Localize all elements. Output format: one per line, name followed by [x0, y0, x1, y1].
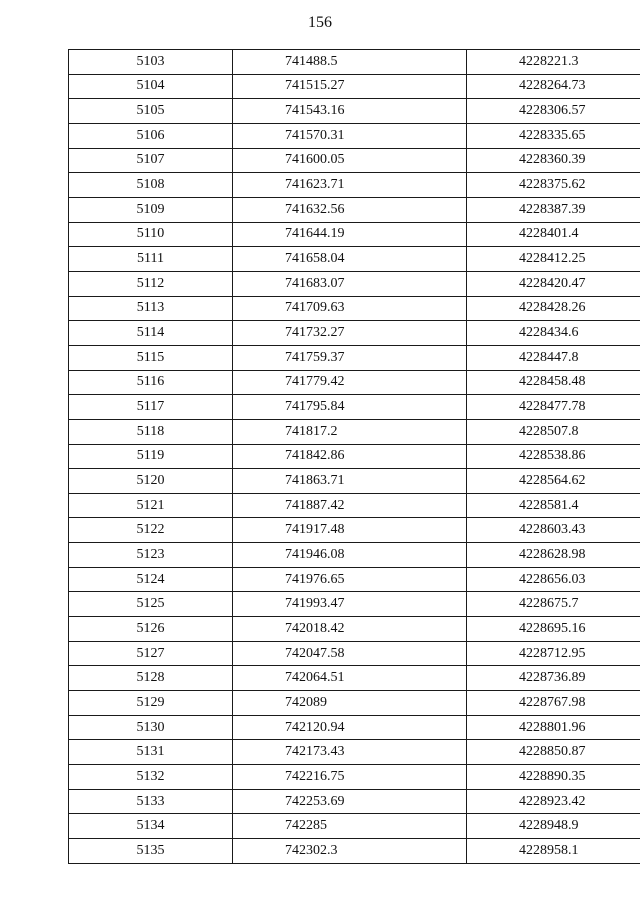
- y-coordinate-cell: 4228412.25: [467, 247, 640, 272]
- x-coordinate-cell: 742089: [233, 691, 467, 716]
- x-coordinate-cell: 741632.56: [233, 197, 467, 222]
- table-row: [69, 222, 640, 247]
- x-coordinate-cell: 741993.47: [233, 592, 467, 617]
- point-id-cell: 5103: [69, 50, 233, 75]
- table-row: [69, 99, 640, 124]
- y-coordinate-cell: 4228564.62: [467, 469, 640, 494]
- x-coordinate-cell: 741863.71: [233, 469, 467, 494]
- point-id-cell: 5135: [69, 839, 233, 864]
- point-id-cell: 5124: [69, 567, 233, 592]
- y-coordinate-cell: 4228360.39: [467, 148, 640, 173]
- x-coordinate-cell: 742047.58: [233, 641, 467, 666]
- y-coordinate-cell: 4228890.35: [467, 765, 640, 790]
- table-row: [69, 148, 640, 173]
- point-id-cell: 5129: [69, 691, 233, 716]
- table-row: [69, 666, 640, 691]
- y-coordinate-cell: 4228538.86: [467, 444, 640, 469]
- table-row: [69, 271, 640, 296]
- point-id-cell: 5108: [69, 173, 233, 198]
- y-coordinate-cell: 4228850.87: [467, 740, 640, 765]
- x-coordinate-cell: 741515.27: [233, 74, 467, 99]
- table-row: [69, 370, 640, 395]
- table-row: [69, 50, 640, 75]
- x-coordinate-cell: 742064.51: [233, 666, 467, 691]
- point-id-cell: 5109: [69, 197, 233, 222]
- x-coordinate-cell: 742120.94: [233, 715, 467, 740]
- table-row: [69, 345, 640, 370]
- table-row: [69, 543, 640, 568]
- x-coordinate-cell: 741543.16: [233, 99, 467, 124]
- point-id-cell: 5113: [69, 296, 233, 321]
- y-coordinate-cell: 4228695.16: [467, 617, 640, 642]
- point-id-cell: 5125: [69, 592, 233, 617]
- x-coordinate-cell: 742018.42: [233, 617, 467, 642]
- table-row: [69, 419, 640, 444]
- point-id-cell: 5123: [69, 543, 233, 568]
- y-coordinate-cell: 4228581.4: [467, 493, 640, 518]
- x-coordinate-cell: 741946.08: [233, 543, 467, 568]
- table-row: [69, 691, 640, 716]
- point-id-cell: 5119: [69, 444, 233, 469]
- x-coordinate-cell: 742253.69: [233, 789, 467, 814]
- page-number: 156: [308, 14, 332, 31]
- table-row: [69, 518, 640, 543]
- y-coordinate-cell: 4228712.95: [467, 641, 640, 666]
- y-coordinate-cell: 4228434.6: [467, 321, 640, 346]
- point-id-cell: 5118: [69, 419, 233, 444]
- y-coordinate-cell: 4228306.57: [467, 99, 640, 124]
- point-id-cell: 5134: [69, 814, 233, 839]
- point-id-cell: 5120: [69, 469, 233, 494]
- point-id-cell: 5127: [69, 641, 233, 666]
- point-id-cell: 5132: [69, 765, 233, 790]
- x-coordinate-cell: 741732.27: [233, 321, 467, 346]
- x-coordinate-cell: 741795.84: [233, 395, 467, 420]
- table-row: [69, 74, 640, 99]
- y-coordinate-cell: 4228335.65: [467, 123, 640, 148]
- x-coordinate-cell: 741644.19: [233, 222, 467, 247]
- y-coordinate-cell: 4228948.9: [467, 814, 640, 839]
- x-coordinate-cell: 741917.48: [233, 518, 467, 543]
- point-id-cell: 5105: [69, 99, 233, 124]
- point-id-cell: 5122: [69, 518, 233, 543]
- point-id-cell: 5133: [69, 789, 233, 814]
- table-row: [69, 444, 640, 469]
- x-coordinate-cell: 741488.5: [233, 50, 467, 75]
- y-coordinate-cell: 4228420.47: [467, 271, 640, 296]
- table-row: [69, 395, 640, 420]
- y-coordinate-cell: 4228221.3: [467, 50, 640, 75]
- table-row: [69, 197, 640, 222]
- point-id-cell: 5131: [69, 740, 233, 765]
- table-row: [69, 789, 640, 814]
- table-row: [69, 321, 640, 346]
- y-coordinate-cell: 4228387.39: [467, 197, 640, 222]
- point-id-cell: 5117: [69, 395, 233, 420]
- y-coordinate-cell: 4228736.89: [467, 666, 640, 691]
- point-id-cell: 5121: [69, 493, 233, 518]
- point-id-cell: 5106: [69, 123, 233, 148]
- coordinate-table: [68, 49, 640, 864]
- point-id-cell: 5104: [69, 74, 233, 99]
- x-coordinate-cell: 741658.04: [233, 247, 467, 272]
- table-row: [69, 839, 640, 864]
- x-coordinate-cell: 741887.42: [233, 493, 467, 518]
- table-row: [69, 123, 640, 148]
- x-coordinate-cell: 742216.75: [233, 765, 467, 790]
- table-row: [69, 740, 640, 765]
- table-body: [69, 50, 640, 864]
- y-coordinate-cell: 4228447.8: [467, 345, 640, 370]
- table-row: [69, 493, 640, 518]
- table-row: [69, 617, 640, 642]
- point-id-cell: 5116: [69, 370, 233, 395]
- x-coordinate-cell: 741842.86: [233, 444, 467, 469]
- table-row: [69, 592, 640, 617]
- y-coordinate-cell: 4228767.98: [467, 691, 640, 716]
- x-coordinate-cell: 741570.31: [233, 123, 467, 148]
- table-row: [69, 469, 640, 494]
- y-coordinate-cell: 4228675.7: [467, 592, 640, 617]
- y-coordinate-cell: 4228375.62: [467, 173, 640, 198]
- y-coordinate-cell: 4228801.96: [467, 715, 640, 740]
- point-id-cell: 5130: [69, 715, 233, 740]
- x-coordinate-cell: 741976.65: [233, 567, 467, 592]
- x-coordinate-cell: 742173.43: [233, 740, 467, 765]
- y-coordinate-cell: 4228428.26: [467, 296, 640, 321]
- y-coordinate-cell: 4228401.4: [467, 222, 640, 247]
- y-coordinate-cell: 4228628.98: [467, 543, 640, 568]
- x-coordinate-cell: 741600.05: [233, 148, 467, 173]
- table-row: [69, 567, 640, 592]
- point-id-cell: 5112: [69, 271, 233, 296]
- point-id-cell: 5128: [69, 666, 233, 691]
- x-coordinate-cell: 742302.3: [233, 839, 467, 864]
- y-coordinate-cell: 4228923.42: [467, 789, 640, 814]
- table-row: [69, 715, 640, 740]
- x-coordinate-cell: 741709.63: [233, 296, 467, 321]
- point-id-cell: 5110: [69, 222, 233, 247]
- x-coordinate-cell: 741817.2: [233, 419, 467, 444]
- x-coordinate-cell: 742285: [233, 814, 467, 839]
- y-coordinate-cell: 4228958.1: [467, 839, 640, 864]
- x-coordinate-cell: 741779.42: [233, 370, 467, 395]
- y-coordinate-cell: 4228458.48: [467, 370, 640, 395]
- point-id-cell: 5114: [69, 321, 233, 346]
- y-coordinate-cell: 4228656.03: [467, 567, 640, 592]
- table-row: [69, 765, 640, 790]
- y-coordinate-cell: 4228477.78: [467, 395, 640, 420]
- table-row: [69, 641, 640, 666]
- table-row: [69, 814, 640, 839]
- y-coordinate-cell: 4228507.8: [467, 419, 640, 444]
- x-coordinate-cell: 741623.71: [233, 173, 467, 198]
- table-row: [69, 173, 640, 198]
- point-id-cell: 5107: [69, 148, 233, 173]
- point-id-cell: 5111: [69, 247, 233, 272]
- x-coordinate-cell: 741759.37: [233, 345, 467, 370]
- point-id-cell: 5115: [69, 345, 233, 370]
- table-row: [69, 247, 640, 272]
- table-row: [69, 296, 640, 321]
- y-coordinate-cell: 4228603.43: [467, 518, 640, 543]
- y-coordinate-cell: 4228264.73: [467, 74, 640, 99]
- x-coordinate-cell: 741683.07: [233, 271, 467, 296]
- point-id-cell: 5126: [69, 617, 233, 642]
